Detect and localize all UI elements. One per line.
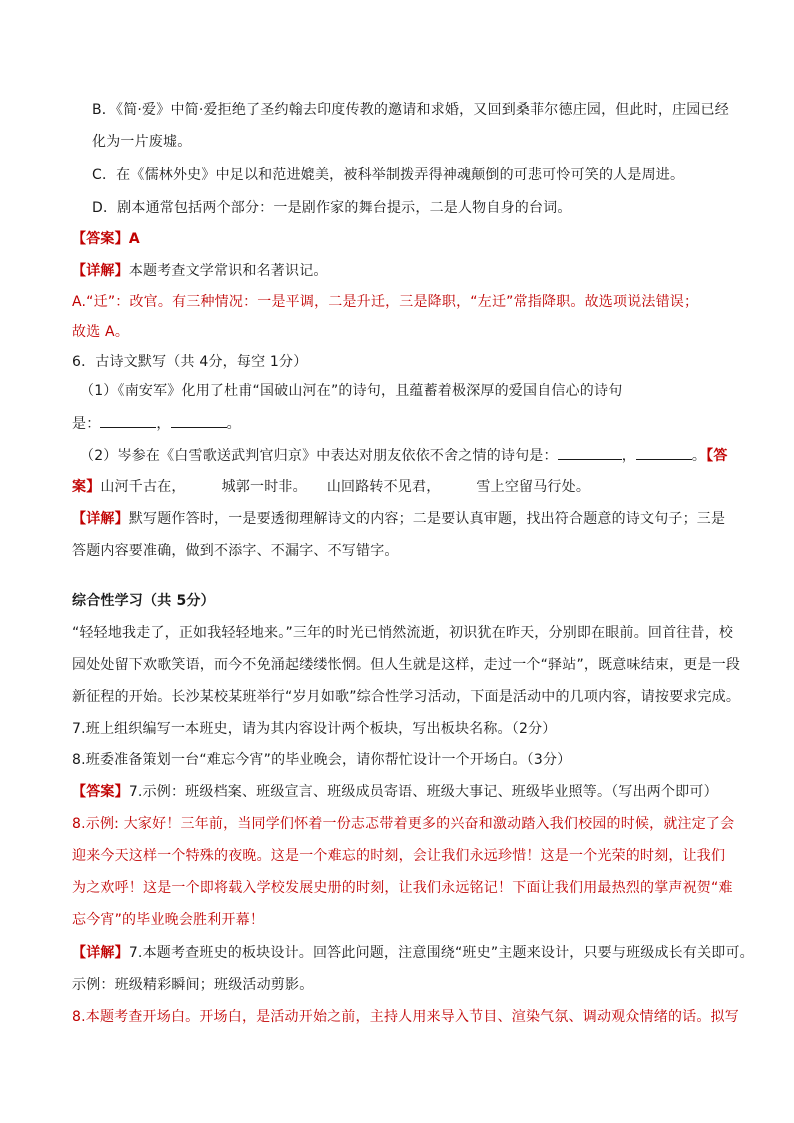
sep-period-2: 。 [691,448,707,464]
section-title: 综合性学习（共 5分） [72,593,215,609]
blank-4[interactable] [636,445,692,460]
option-c: C．在《儒林外史》中足以和范进媲美，被科举制拨弄得神魂颠倒的可悲可怜可笑的人是周进。 [92,167,685,183]
q6-part2-line [80,445,740,466]
section-detail-tag: 【详解】 [72,945,129,961]
section-answer-tag: 【答案】 [72,784,129,800]
option-b-line-2: 化为一片废墟。 [92,134,192,150]
q6-detail-tag: 【详解】 [72,511,129,527]
detail-7: 7.本题考查班史的板块设计。回答此问题，注意围绕“班史”主题来设计，只要与班级成长有关即可。 [128,945,754,961]
answer-8-line-1: 8.示例: 大家好！三年前，当同学们怀着一份志忑带着更多的兴奋和激动踏入我们校园的时候，就注定了会 [72,816,735,832]
answer-tag-part1: 【答 [706,448,728,464]
sep-period-1: 。 [226,416,241,432]
q6-answer-4: 雪上空留马行处。 [476,479,591,495]
blank-1[interactable] [100,413,156,428]
q6-title: 6．古诗文默写（共 4分，每空 1分） [72,354,308,370]
question-7: 7.班上组织编写一本班史，请为其内容设计两个板块，写出板块名称。（2分） [72,721,557,737]
answer-tag: 【答案】 [72,231,129,247]
intro-line-1: “轻轻地我走了，正如我轻轻地来。”三年的时光已悄然流逝，初识犹在昨天，分别即在眼前。回首往昔，校 [72,625,734,641]
q6-answer-1: 山河千古在， [100,479,186,495]
answer-8-line-3: 为之欢呼！这是一个即将载入学校发展史册的时刻，让我们永远铭记！下面让我们用最热烈的掌声祝贺“难 [72,880,733,896]
detail-tag: 【详解】 [72,263,129,279]
explain-line: A.“迁”：改官。有三种情况：一是平调，二是升迁，三是降职，“左迁”常指降职。故选项说法错误； [72,294,699,310]
q6-part1-line1: （1）《南安军》化用了杜甫“国破山河在”的诗句，且蕴蓄着极深厚的爱国自信心的诗句 [80,383,623,399]
choose-line: 故选 A。 [72,324,130,340]
answer-7: 7.示例：班级档案、班级宣言、班级成员寄语、班级大事记、班级毕业照等。（写出两个即可） [128,784,718,800]
detail-8 [72,1007,739,1027]
blank-2[interactable] [171,413,227,428]
sep-comma-1: ， [156,416,171,432]
blank-3[interactable] [558,445,622,460]
q6-detail-line1 [72,509,732,529]
answer-8-line-4: 忘今宵”的毕业晚会胜利开幕！ [72,912,265,928]
question-8: 8.班委准备策划一台“难忘今宵”的毕业晚会，请你帮忙设计一个开场白。（3分） [72,752,572,768]
sep-comma-2: ， [621,448,636,464]
q6-part1-line2 [72,413,732,434]
answer-7-line [72,782,732,802]
detail-8-text: 8.本题考查开场白。开场白，是活动开始之前，主持人用来导入节目、渲染气氛、调动观众情绪的话。拟写 [72,1009,739,1025]
q6-part1-prefix: 是： [72,416,101,432]
answer-value: A [128,231,140,247]
intro-line-2: 园处处留下欢歌笑语，而今不免涌起缕缕怅惘。但人生就是这样，走过一个“驿站”，既意味结束，更是一段 [72,657,741,673]
q6-answer-3: 山回路转不见君， [326,479,441,495]
detail-line [72,261,732,281]
option-b-line-1: B．《简·爱》中简·爱拒绝了圣约翰去印度传教的邀请和求婚，又回到桑菲尔德庄园，但此时，庄园已经 [92,102,729,118]
detail-7-example: 示例：班级精彩瞬间；班级活动剪影。 [72,977,314,993]
q6-part2-text: （2）岑参在《白雪歌送武判官归京》中表达对朋友依依不舍之情的诗句是： [80,448,558,464]
q6-detail-line2: 答题内容要准确，做到不添字、不漏字、不写错字。 [72,543,399,559]
answer-tag-part2: 案】 [72,479,101,495]
q6-answer-2: 城郭一时非。 [221,479,307,495]
answer-line [72,229,732,249]
intro-line-3: 新征程的开始。长沙某校某班举行“岁月如歌”综合性学习活动，下面是活动中的几项内容，请按要求完成。 [72,689,741,705]
detail-7-line [72,943,754,963]
detail-text: 本题考查文学常识和名著识记。 [128,263,328,279]
q6-answer-line [72,477,732,497]
option-d: D．剧本通常包括两个部分：一是剧作家的舞台提示，二是人物自身的台词。 [92,200,572,216]
q6-detail-text-1: 默写题作答时，一是要透彻理解诗文的内容；二是要认真审题，找出符合题意的诗文句子；三是 [128,511,726,527]
answer-8-line-2: 迎来今天这样一个特殊的夜晚。这是一个难忘的时刻，会让我们永远珍惜！这是一个光荣的时刻，让我们 [72,848,726,864]
